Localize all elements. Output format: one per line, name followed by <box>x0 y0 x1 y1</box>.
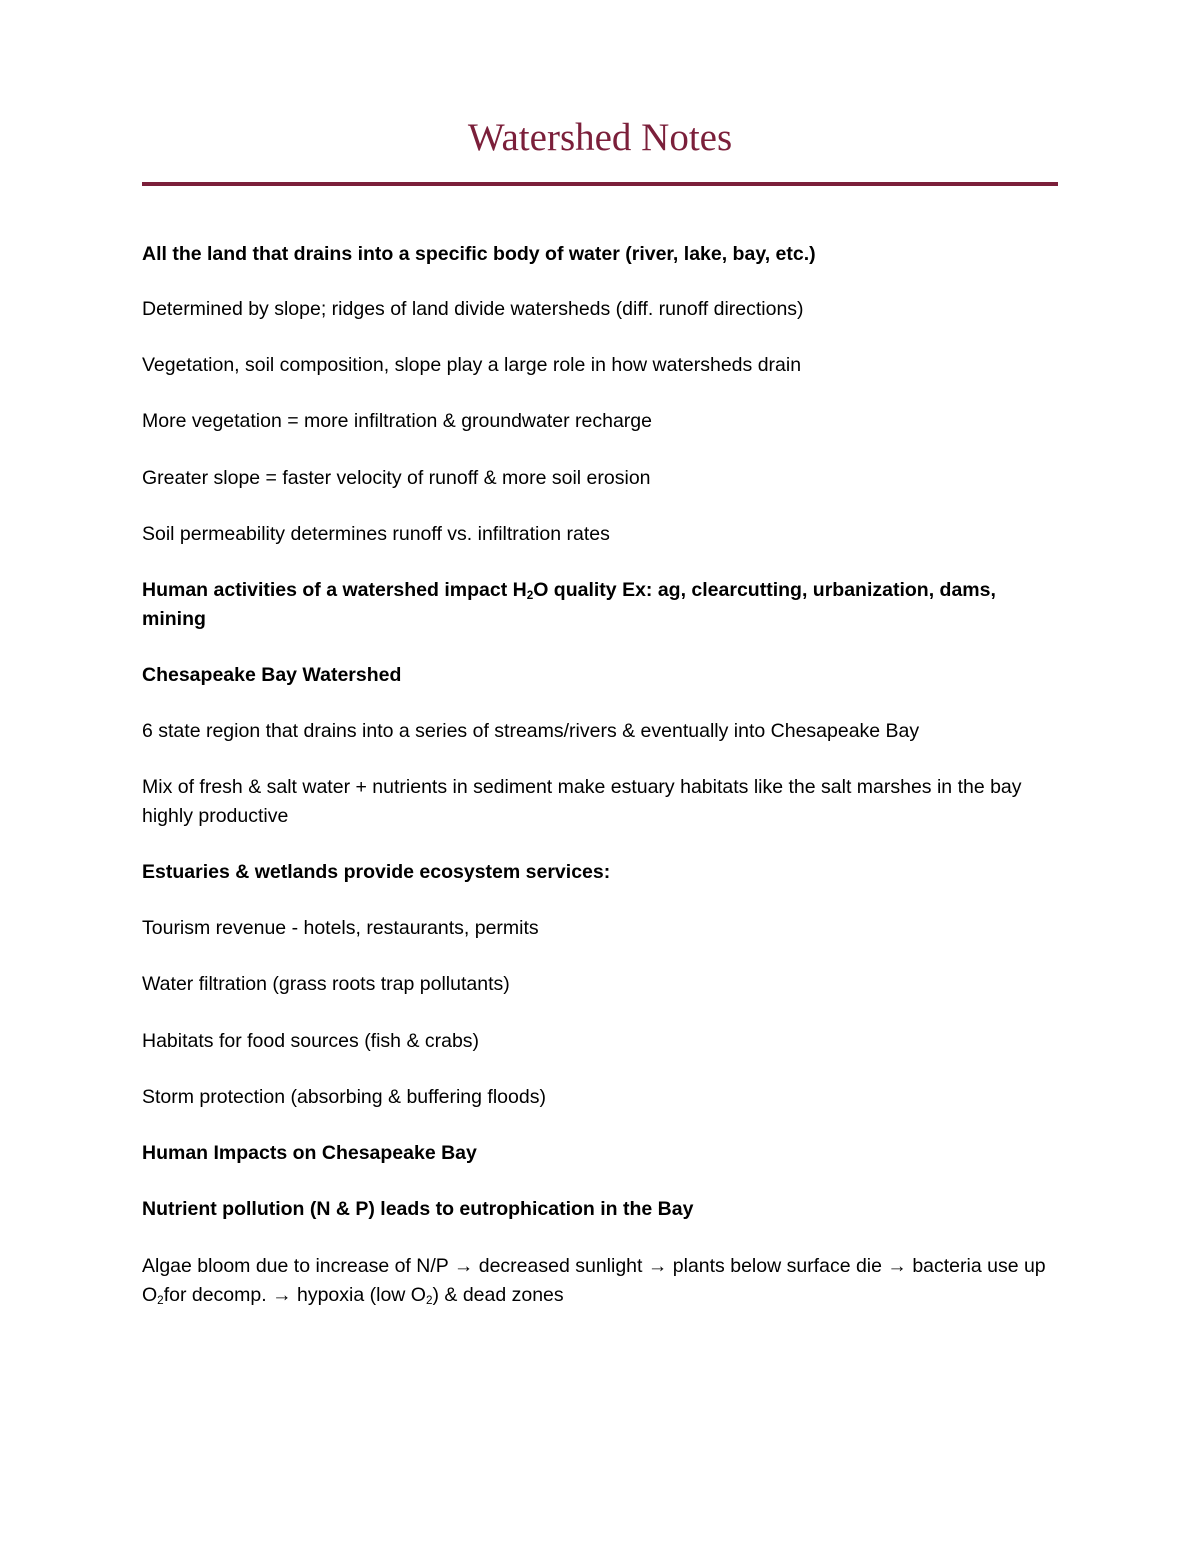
note-line: Tourism revenue - hotels, restaurants, permits <box>142 917 539 939</box>
note-line: Mix of fresh & salt water + nutrients in sediment make estuary habitats like the salt marshes in the bay highly productive <box>142 776 1022 827</box>
section-heading: Chesapeake Bay Watershed <box>142 664 402 686</box>
text-run: for decomp. → hypoxia (low O <box>163 1284 426 1306</box>
text-run: O quality Ex: ag, clearcutting, urbanization, dams, mining <box>142 579 996 630</box>
note-line: Habitats for food sources (fish & crabs) <box>142 1030 480 1052</box>
note-line-bold: Nutrient pollution (N & P) leads to eutrophication in the Bay <box>142 1198 694 1220</box>
note-line: Storm protection (absorbing & buffering floods) <box>142 1086 546 1108</box>
note-line: Soil permeability determines runoff vs. infiltration rates <box>142 523 610 545</box>
definition-line: All the land that drains into a specific body of water (river, lake, bay, etc.) <box>142 243 816 265</box>
text-run: Human activities of a watershed impact H <box>142 579 527 601</box>
subscript: 2 <box>425 1293 433 1307</box>
subscript: 2 <box>157 1293 164 1307</box>
text-run: Algae bloom due to increase of N/P → decreased sunlight → plants below surface die → bacteria use up O <box>142 1255 1046 1306</box>
note-line: Water filtration (grass roots trap pollutants) <box>142 973 510 995</box>
note-line: Vegetation, soil composition, slope play a large role in how watersheds drain <box>142 354 802 376</box>
subscript: 2 <box>526 588 534 602</box>
note-line: 6 state region that drains into a series of streams/rivers & eventually into Chesapeake Bay <box>142 720 920 742</box>
human-activities-line <box>142 576 1058 634</box>
page-title: Watershed Notes <box>467 116 733 159</box>
algae-bloom-line <box>142 1252 1058 1310</box>
section-heading: Human Impacts on Chesapeake Bay <box>142 1142 477 1164</box>
note-line: More vegetation = more infiltration & groundwater recharge <box>142 410 652 432</box>
note-line: Determined by slope; ridges of land divide watersheds (diff. runoff directions) <box>142 298 804 320</box>
title-divider <box>142 182 1058 186</box>
section-heading: Estuaries & wetlands provide ecosystem services: <box>142 861 611 883</box>
note-line: Greater slope = faster velocity of runoff & more soil erosion <box>142 467 651 489</box>
text-run: ) & dead zones <box>432 1284 564 1306</box>
